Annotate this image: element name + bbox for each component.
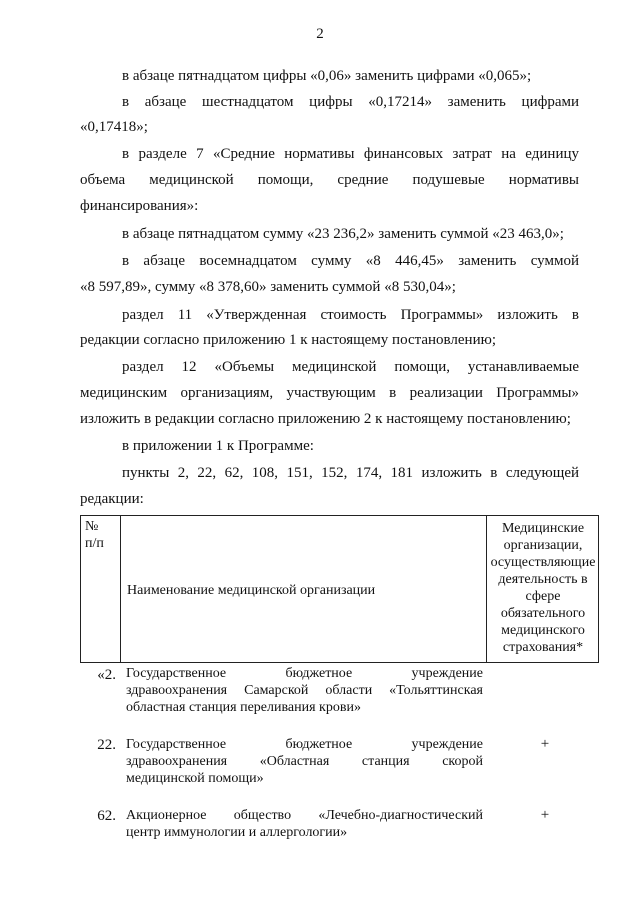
paragraph-line: в разделе 7 «Средние нормативы финансовых затрат на единицу (122, 146, 579, 162)
table-header (80, 515, 599, 663)
table-row-name: Государственное бюджетное учреждение здравоохранения «Областная станция скорой медицинской помощи» (126, 737, 483, 786)
paragraph-line: в абзаце пятнадцатом сумму «23 236,2» заменить суммой «23 463,0»; (122, 226, 564, 242)
paragraph-line: раздел 11 «Утвержденная стоимость Программы» изложить в (122, 307, 579, 323)
paragraph-line: раздел 12 «Объемы медицинской помощи, устанавливаемые (122, 359, 579, 375)
paragraph-line: редакции: (80, 491, 144, 507)
table-row-oms-mark: + (540, 807, 550, 823)
paragraph-line: объема медицинской помощи, средние подушевые нормативы (80, 172, 579, 188)
paragraph-line: в абзаце пятнадцатом цифры «0,06» заменить цифрами «0,065»; (122, 68, 532, 84)
table-row-number: «2. (97, 667, 116, 683)
paragraph-line: «8 597,89», сумму «8 378,60» заменить суммой «8 530,04»; (80, 279, 456, 295)
paragraph-line: в абзаце восемнадцатом сумму «8 446,45» заменить суммой (122, 253, 579, 269)
paragraph-line: изложить в редакции согласно приложению 2 к настоящему постановлению; (80, 411, 571, 427)
paragraph-line: финансирования»: (80, 198, 199, 214)
page-number: 2 (316, 26, 324, 42)
table-row-oms-mark: + (540, 736, 550, 752)
table-row-number: 62. (97, 808, 116, 824)
paragraph-line: в приложении 1 к Программе: (122, 438, 314, 454)
header-oms-cell: Медицинские организации, осуществляющие деятельность в сфере обязательного медицинского страхования* (490, 521, 596, 655)
paragraph-line: медицинским организациям, участвующим в реализации Программы» (80, 385, 579, 401)
table-row-name: Государственное бюджетное учреждение здравоохранения Самарской области «Тольяттинская областная станция переливания крови» (126, 666, 483, 715)
paragraph-line: «0,17418»; (80, 119, 148, 135)
table-row-number: 22. (97, 737, 116, 753)
paragraph-line: в абзаце шестнадцатом цифры «0,17214» заменить цифрами (122, 94, 579, 110)
paragraph-line: редакции согласно приложению 1 к настоящему постановлению; (80, 332, 496, 348)
header-name-cell: Наименование медицинской организации (127, 583, 376, 598)
paragraph-line: пункты 2, 22, 62, 108, 151, 152, 174, 181 изложить в следующей (122, 465, 579, 481)
column-divider (120, 516, 121, 662)
table-row-name: Акционерное общество «Лечебно-диагностический центр иммунологии и аллергологии» (126, 808, 483, 840)
header-num-cell: № п/п (85, 519, 104, 551)
